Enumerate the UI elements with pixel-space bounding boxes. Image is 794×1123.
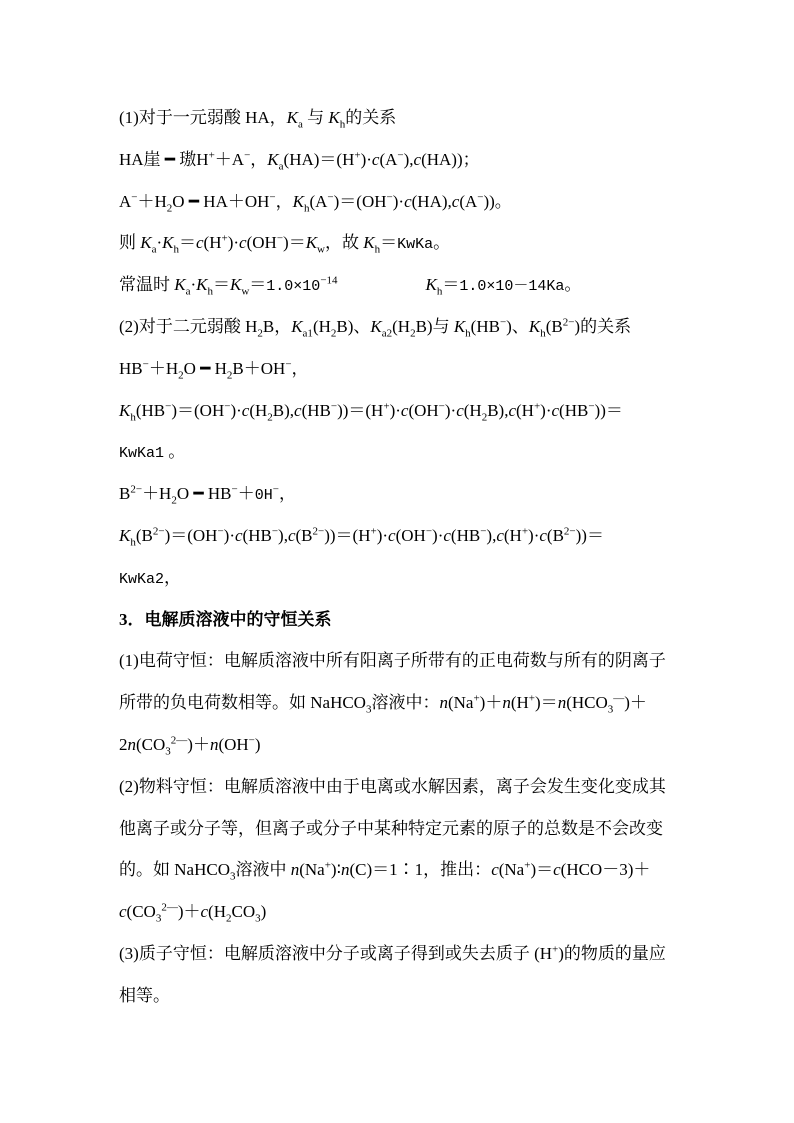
text-line	[119, 264, 719, 306]
text-run: 的关系	[345, 108, 397, 127]
text-run: ，故	[325, 233, 364, 253]
text-run: (H	[312, 316, 331, 336]
subscript: 2	[226, 912, 232, 925]
superscript: −	[425, 525, 433, 538]
subscript: 3	[229, 870, 236, 883]
text-run: (HB	[470, 316, 500, 336]
text-run: (A	[459, 191, 478, 211]
superscript: −	[165, 399, 172, 412]
text-run: 。	[564, 275, 582, 295]
text-run: )＋	[187, 734, 210, 754]
text-run: (OH	[408, 400, 439, 420]
text-line	[119, 808, 719, 850]
superscript: −	[499, 316, 507, 329]
subscript: 3	[155, 912, 162, 925]
superscript: +	[533, 399, 541, 412]
italic-symbol: K	[328, 108, 340, 127]
text-run: ，	[275, 191, 293, 211]
subscript: 3	[607, 703, 614, 716]
text-line	[119, 431, 719, 473]
text-run: (2)物料守恒：电解质溶液中由于电离或水解因素，离子会发生变化变成其	[119, 776, 666, 796]
italic-symbol: c	[553, 860, 561, 880]
text-run: )·	[227, 233, 240, 253]
text-run: 常温时	[119, 275, 175, 295]
italic-symbol: c	[200, 902, 209, 922]
text-run: (B	[295, 525, 313, 545]
text-run: 则	[119, 233, 141, 253]
superscript: +	[552, 943, 559, 956]
superscript: 2−	[562, 316, 575, 329]
superscript: +	[521, 525, 529, 538]
text-run: (HB	[242, 525, 272, 545]
superscript: −	[477, 190, 484, 203]
text-run: (Na	[498, 860, 525, 880]
superscript: +	[354, 149, 361, 162]
italic-symbol: K	[230, 275, 242, 295]
italic-symbol: n	[439, 693, 448, 713]
subscript: h	[130, 410, 136, 423]
superscript: −	[244, 149, 251, 162]
subscript: a	[151, 243, 157, 256]
text-run: (H	[208, 902, 226, 922]
subscript: 3	[165, 745, 171, 758]
text-run: )	[260, 902, 267, 922]
text-run: (HB	[135, 400, 166, 420]
text-line	[119, 891, 719, 933]
text-run: )∶	[330, 860, 342, 880]
subscript: h	[436, 285, 443, 298]
italic-symbol: n	[127, 734, 136, 754]
text-run: )＋	[177, 902, 201, 922]
superscript: +	[524, 859, 531, 872]
text-run: (HB	[301, 400, 331, 420]
text-run: 。	[433, 233, 451, 253]
italic-symbol: K	[292, 191, 304, 211]
italic-symbol: c	[491, 860, 499, 880]
text-run: 与	[302, 108, 329, 127]
text-run: )·	[432, 525, 444, 545]
superscript: −	[327, 190, 334, 203]
text-line	[119, 766, 719, 808]
subscript: a2	[381, 327, 393, 340]
italic-symbol: c	[456, 400, 464, 420]
text-run: A	[119, 191, 132, 211]
text-run: B)与	[415, 316, 454, 336]
text-run: ),	[403, 149, 414, 169]
text-run: ＋H	[142, 484, 172, 504]
text-run: ))＝(H	[324, 525, 371, 545]
subscript: w	[241, 285, 250, 298]
italic-symbol: c	[539, 525, 547, 545]
italic-symbol: c	[451, 191, 460, 211]
superscript: −	[271, 525, 279, 538]
subscript: 2	[166, 201, 173, 214]
text-run: O ━ HB	[176, 484, 232, 504]
text-run: (1)对于一元弱酸 HA，	[119, 108, 287, 127]
text-run: )·	[223, 525, 235, 545]
italic-symbol: K	[119, 525, 131, 545]
superscript: +	[370, 525, 377, 538]
subscript: h	[374, 243, 381, 256]
text-run: (Na	[299, 860, 325, 880]
italic-symbol: n	[290, 860, 300, 880]
italic-symbol: c	[196, 233, 204, 253]
subscript: 2	[410, 327, 416, 340]
subscript: a	[185, 285, 191, 298]
text-run: (CO	[136, 734, 166, 754]
superscript: −	[438, 399, 445, 412]
superscript: +	[221, 232, 228, 245]
text-run: ＋A	[214, 149, 245, 169]
superscript: 2—	[161, 901, 178, 914]
text-run: (2)对于二元弱酸 H	[119, 316, 258, 336]
text-run: CO	[231, 902, 256, 922]
text-run: B＋OH	[232, 358, 286, 378]
text-run: )·	[230, 400, 242, 420]
text-run: )的关系	[574, 316, 632, 336]
text-run: ，	[291, 358, 309, 378]
text-run: ，	[164, 567, 182, 587]
subscript: h	[207, 285, 213, 298]
text-line	[119, 557, 719, 599]
italic-symbol: K	[305, 233, 318, 253]
subscript: 2	[226, 369, 233, 382]
superscript: −	[248, 734, 255, 747]
italic-symbol: c	[287, 525, 296, 545]
italic-symbol: n	[502, 693, 511, 713]
text-run: (H	[392, 316, 411, 336]
text-run: (HA)＝(H	[283, 149, 355, 169]
superscript: −	[285, 358, 292, 371]
italic-symbol: c	[239, 233, 247, 253]
text-run: )·	[528, 525, 540, 545]
italic-symbol: K	[119, 400, 131, 420]
text-run: ·	[156, 233, 163, 253]
text-run: )＝(OH	[171, 400, 225, 420]
text-run: (HA),	[411, 191, 452, 211]
text-line	[119, 390, 719, 432]
superscript: −	[386, 190, 393, 203]
subscript: h	[465, 327, 471, 340]
subscript: 2	[171, 494, 177, 507]
text-line	[119, 933, 719, 975]
italic-symbol: n	[341, 860, 350, 880]
text-run: ＝	[380, 233, 398, 253]
superscript: 2−	[152, 525, 165, 538]
text-run: (C)＝1∶1，推出：	[349, 860, 492, 880]
document-body	[119, 97, 719, 1017]
text-line	[119, 97, 719, 139]
superscript: +	[528, 692, 536, 705]
text-run: )·	[360, 149, 372, 169]
italic-symbol: K	[162, 233, 174, 253]
italic-symbol: K	[140, 233, 152, 253]
text-run: 溶液中：	[371, 693, 440, 713]
mono-text: KwKa1	[119, 445, 165, 463]
subscript: a1	[302, 327, 313, 340]
text-run: (OH	[395, 525, 426, 545]
text-run: (HCO	[566, 693, 608, 713]
superscript: +	[324, 859, 331, 872]
text-run: (OH	[246, 233, 277, 253]
italic-symbol: c	[443, 525, 451, 545]
italic-symbol: K	[370, 316, 382, 336]
italic-symbol: c	[400, 400, 409, 420]
superscript: +	[208, 149, 215, 162]
text-run: )＝(OH	[164, 525, 218, 545]
text-run: )·	[392, 191, 405, 211]
text-run: O ━ H	[183, 358, 227, 378]
subscript: a	[278, 160, 284, 173]
text-run: ))＝	[594, 400, 623, 420]
text-run: B，	[262, 316, 292, 336]
superscript: −	[397, 149, 404, 162]
text-run: ＝	[213, 275, 230, 295]
text-run: (CO	[126, 902, 156, 922]
text-line	[119, 181, 719, 223]
text-run: (HA))；	[421, 149, 480, 169]
italic-symbol: K	[286, 108, 298, 127]
subscript: 2	[257, 327, 263, 340]
text-run: ，	[250, 149, 268, 169]
text-run: ＝	[442, 275, 460, 295]
subscript: 2	[330, 327, 337, 340]
superscript: 2−	[130, 483, 143, 496]
text-run: 相等。	[119, 985, 170, 1005]
superscript: —	[613, 692, 625, 705]
italic-symbol: K	[196, 275, 208, 295]
subscript: 3	[255, 912, 261, 925]
text-run: )	[254, 734, 261, 754]
bold-heading-text: 3．电解质溶液中的守恒关系	[119, 609, 332, 629]
text-line	[119, 306, 719, 348]
text-run: )＝	[535, 693, 558, 713]
text-run: (Na	[447, 693, 474, 713]
text-run: (H	[249, 400, 268, 420]
text-run: (H	[463, 400, 482, 420]
italic-symbol: c	[404, 191, 412, 211]
text-run: O ━ HA＋OH	[172, 191, 270, 211]
text-run: B)、	[336, 316, 371, 336]
text-line	[119, 682, 719, 724]
italic-symbol: n	[209, 734, 219, 754]
text-run: 所带的负电荷数相等。如 NaHCO	[119, 693, 366, 713]
mono-text: KwKa	[397, 236, 434, 254]
text-run: ·	[190, 275, 197, 295]
subscript: 2	[267, 410, 273, 423]
text-line	[119, 975, 719, 1017]
mono-text: 0H	[254, 487, 273, 505]
italic-symbol: c	[241, 400, 250, 420]
text-run: ＋H	[148, 358, 179, 378]
italic-symbol: K	[528, 316, 541, 336]
italic-symbol: c	[119, 902, 127, 922]
text-run: (HB	[450, 525, 481, 545]
text-run: )、	[506, 316, 529, 336]
text-line	[119, 348, 719, 390]
italic-symbol: c	[413, 149, 422, 169]
text-run: )的物质的量应	[558, 943, 666, 963]
text-run: HB	[119, 358, 143, 378]
text-run: )·	[540, 400, 552, 420]
text-line	[119, 599, 719, 641]
subscript: a	[297, 118, 303, 131]
text-run: (B	[545, 316, 563, 336]
italic-symbol: c	[371, 149, 380, 169]
subscript: h	[303, 201, 310, 214]
text-run: 。	[164, 442, 186, 462]
text-run: ＝	[179, 233, 196, 253]
mono-text: 1.0×10	[266, 278, 321, 296]
text-run: )＋	[479, 693, 503, 713]
text-line	[119, 849, 719, 891]
text-run: ))。	[483, 191, 512, 211]
text-run: B	[119, 484, 131, 504]
text-run: (OH	[218, 734, 249, 754]
text-run: ),	[486, 525, 497, 545]
text-run: )·	[389, 400, 401, 420]
text-run: B),	[272, 400, 295, 420]
text-line	[119, 139, 719, 181]
superscript: +	[383, 399, 390, 412]
text-run: (HCO－3)＋	[560, 860, 651, 880]
text-run: (H	[510, 693, 529, 713]
text-run: (A	[309, 191, 328, 211]
italic-symbol: K	[174, 275, 186, 295]
italic-symbol: n	[557, 693, 567, 713]
superscript: −	[131, 190, 138, 203]
text-run: ))＝(H	[337, 400, 384, 420]
italic-symbol: c	[235, 525, 243, 545]
italic-symbol: K	[453, 316, 466, 336]
superscript: 2—	[170, 734, 188, 747]
italic-symbol: K	[267, 149, 279, 169]
superscript: −	[588, 399, 595, 412]
superscript: 2−	[312, 525, 325, 538]
subscript: h	[130, 536, 136, 549]
subscript: w	[317, 243, 325, 256]
superscript: −	[276, 232, 284, 245]
text-line	[119, 640, 719, 682]
subscript: h	[540, 327, 546, 340]
text-line	[119, 724, 719, 766]
italic-symbol: c	[294, 400, 302, 420]
text-run: )＝(OH	[333, 191, 387, 211]
text-run: (1)电荷守恒：电解质溶液中所有阳离子所带有的正电荷数与所有的阴离子	[119, 651, 666, 671]
subscript: h	[173, 243, 179, 256]
text-run: B),	[487, 400, 509, 420]
superscript: −14	[320, 274, 338, 287]
italic-symbol: c	[508, 400, 516, 420]
text-run: ),	[278, 525, 288, 545]
italic-symbol: c	[496, 525, 504, 545]
text-run: (H	[203, 233, 222, 253]
italic-symbol: K	[291, 316, 303, 336]
superscript: −	[272, 483, 279, 496]
subscript: 2	[178, 369, 184, 382]
text-line	[119, 473, 719, 515]
superscript: −	[224, 399, 231, 412]
text-run: ＝	[249, 275, 267, 295]
text-run: 2	[119, 734, 128, 754]
text-run: )·	[444, 400, 457, 420]
text-line	[119, 515, 719, 557]
superscript: 2−	[563, 525, 576, 538]
text-run: 的。如 NaHCO	[119, 860, 230, 880]
subscript: 2	[481, 410, 488, 423]
italic-symbol: K	[363, 233, 375, 253]
superscript: −	[231, 483, 238, 496]
mono-text: KwKa2	[119, 570, 165, 588]
mono-text: 1.0×10－14Ka	[459, 278, 565, 296]
superscript: −	[480, 525, 487, 538]
subscript: 3	[365, 703, 372, 716]
superscript: +	[473, 692, 480, 705]
italic-symbol: K	[425, 275, 437, 295]
text-run: )＝	[530, 860, 554, 880]
text-run: 他离子或分子等，但离子或分子中某种特定元素的原子的总数是不会改变	[119, 818, 663, 838]
text-run: ＋H	[137, 191, 167, 211]
italic-symbol: c	[388, 525, 396, 545]
text-run: (B	[546, 525, 564, 545]
text-run: (B	[135, 525, 153, 545]
text-run: (H	[503, 525, 522, 545]
text-run: ))＝	[575, 525, 604, 545]
superscript: −	[269, 190, 276, 203]
text-run: 溶液中	[235, 860, 291, 880]
subscript: h	[339, 118, 346, 131]
superscript: −	[217, 525, 224, 538]
text-run: )＝	[283, 233, 306, 253]
text-run: (HB	[559, 400, 589, 420]
text-line	[119, 222, 719, 264]
text-run: ，	[278, 484, 296, 504]
text-run: (3)质子守恒：电解质溶液中分子或离子得到或失去质子 (H	[119, 943, 553, 963]
text-run: (A	[379, 149, 398, 169]
text-run: )·	[376, 525, 389, 545]
text-run: HA崖 ━ 璈H	[119, 149, 209, 169]
text-run: )＋	[624, 693, 647, 713]
text-run: ＋	[237, 484, 255, 504]
italic-symbol: c	[551, 400, 560, 420]
superscript: −	[330, 399, 338, 412]
text-run: (H	[516, 400, 534, 420]
superscript: −	[142, 358, 149, 371]
